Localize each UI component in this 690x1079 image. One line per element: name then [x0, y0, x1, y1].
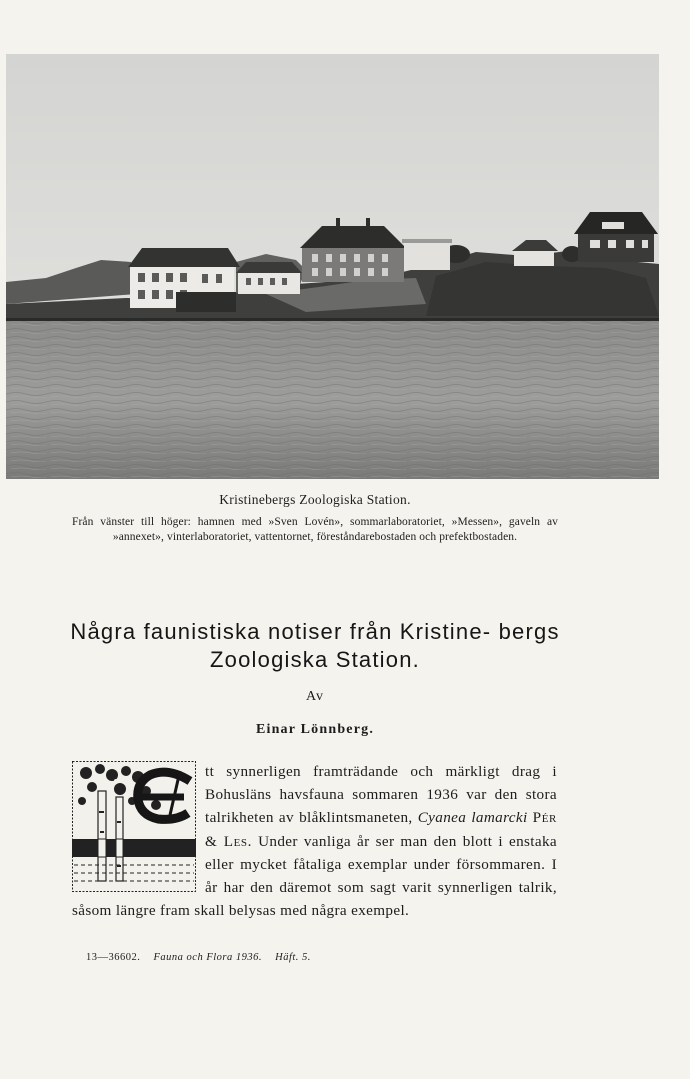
- footer-ref: 13—36602.: [86, 952, 141, 963]
- page-footer: [86, 952, 486, 963]
- author-name: Einar Lönnberg.: [255, 722, 375, 737]
- photo-caption-body: Från vänster till höger: hamnen med »Sven Lovén», sommarlaboratoriet, »Messen», gaveln av »annexet», vinterlaboratoriet, vattentornet, föreståndarebostaden och prefektbostaden.: [72, 516, 558, 543]
- species-name: Cyanea lamarcki: [417, 809, 528, 827]
- article-body: [72, 760, 557, 922]
- footer-journal: Fauna och Flora 1936.: [153, 952, 262, 963]
- species-authority: Pér & Les.: [205, 809, 557, 850]
- photo-caption-title: Kristinebergs Zoologiska Station.: [219, 492, 411, 507]
- station-photograph: [6, 54, 659, 479]
- article-title: Några faunistiska notiser från Kristine- bergs Zoologiska Station.: [70, 619, 560, 672]
- footer-issue: Häft. 5.: [275, 952, 311, 963]
- article-body-part1: tt synnerligen framträdande och märkligt drag i Bohusläns havsfauna sommaren 1936 var den stora talrikheten av blåklintsmaneten,: [205, 763, 557, 827]
- article-body-part2: Under vanliga år ser man den blott i enstaka eller mycket fåtaliga exemplar under försommaren. I år har den däremot som sagt varit synnerligen talrik, såsom längre fram skall belysas med några exempel.: [72, 832, 557, 920]
- byline-prefix: Av: [305, 689, 325, 704]
